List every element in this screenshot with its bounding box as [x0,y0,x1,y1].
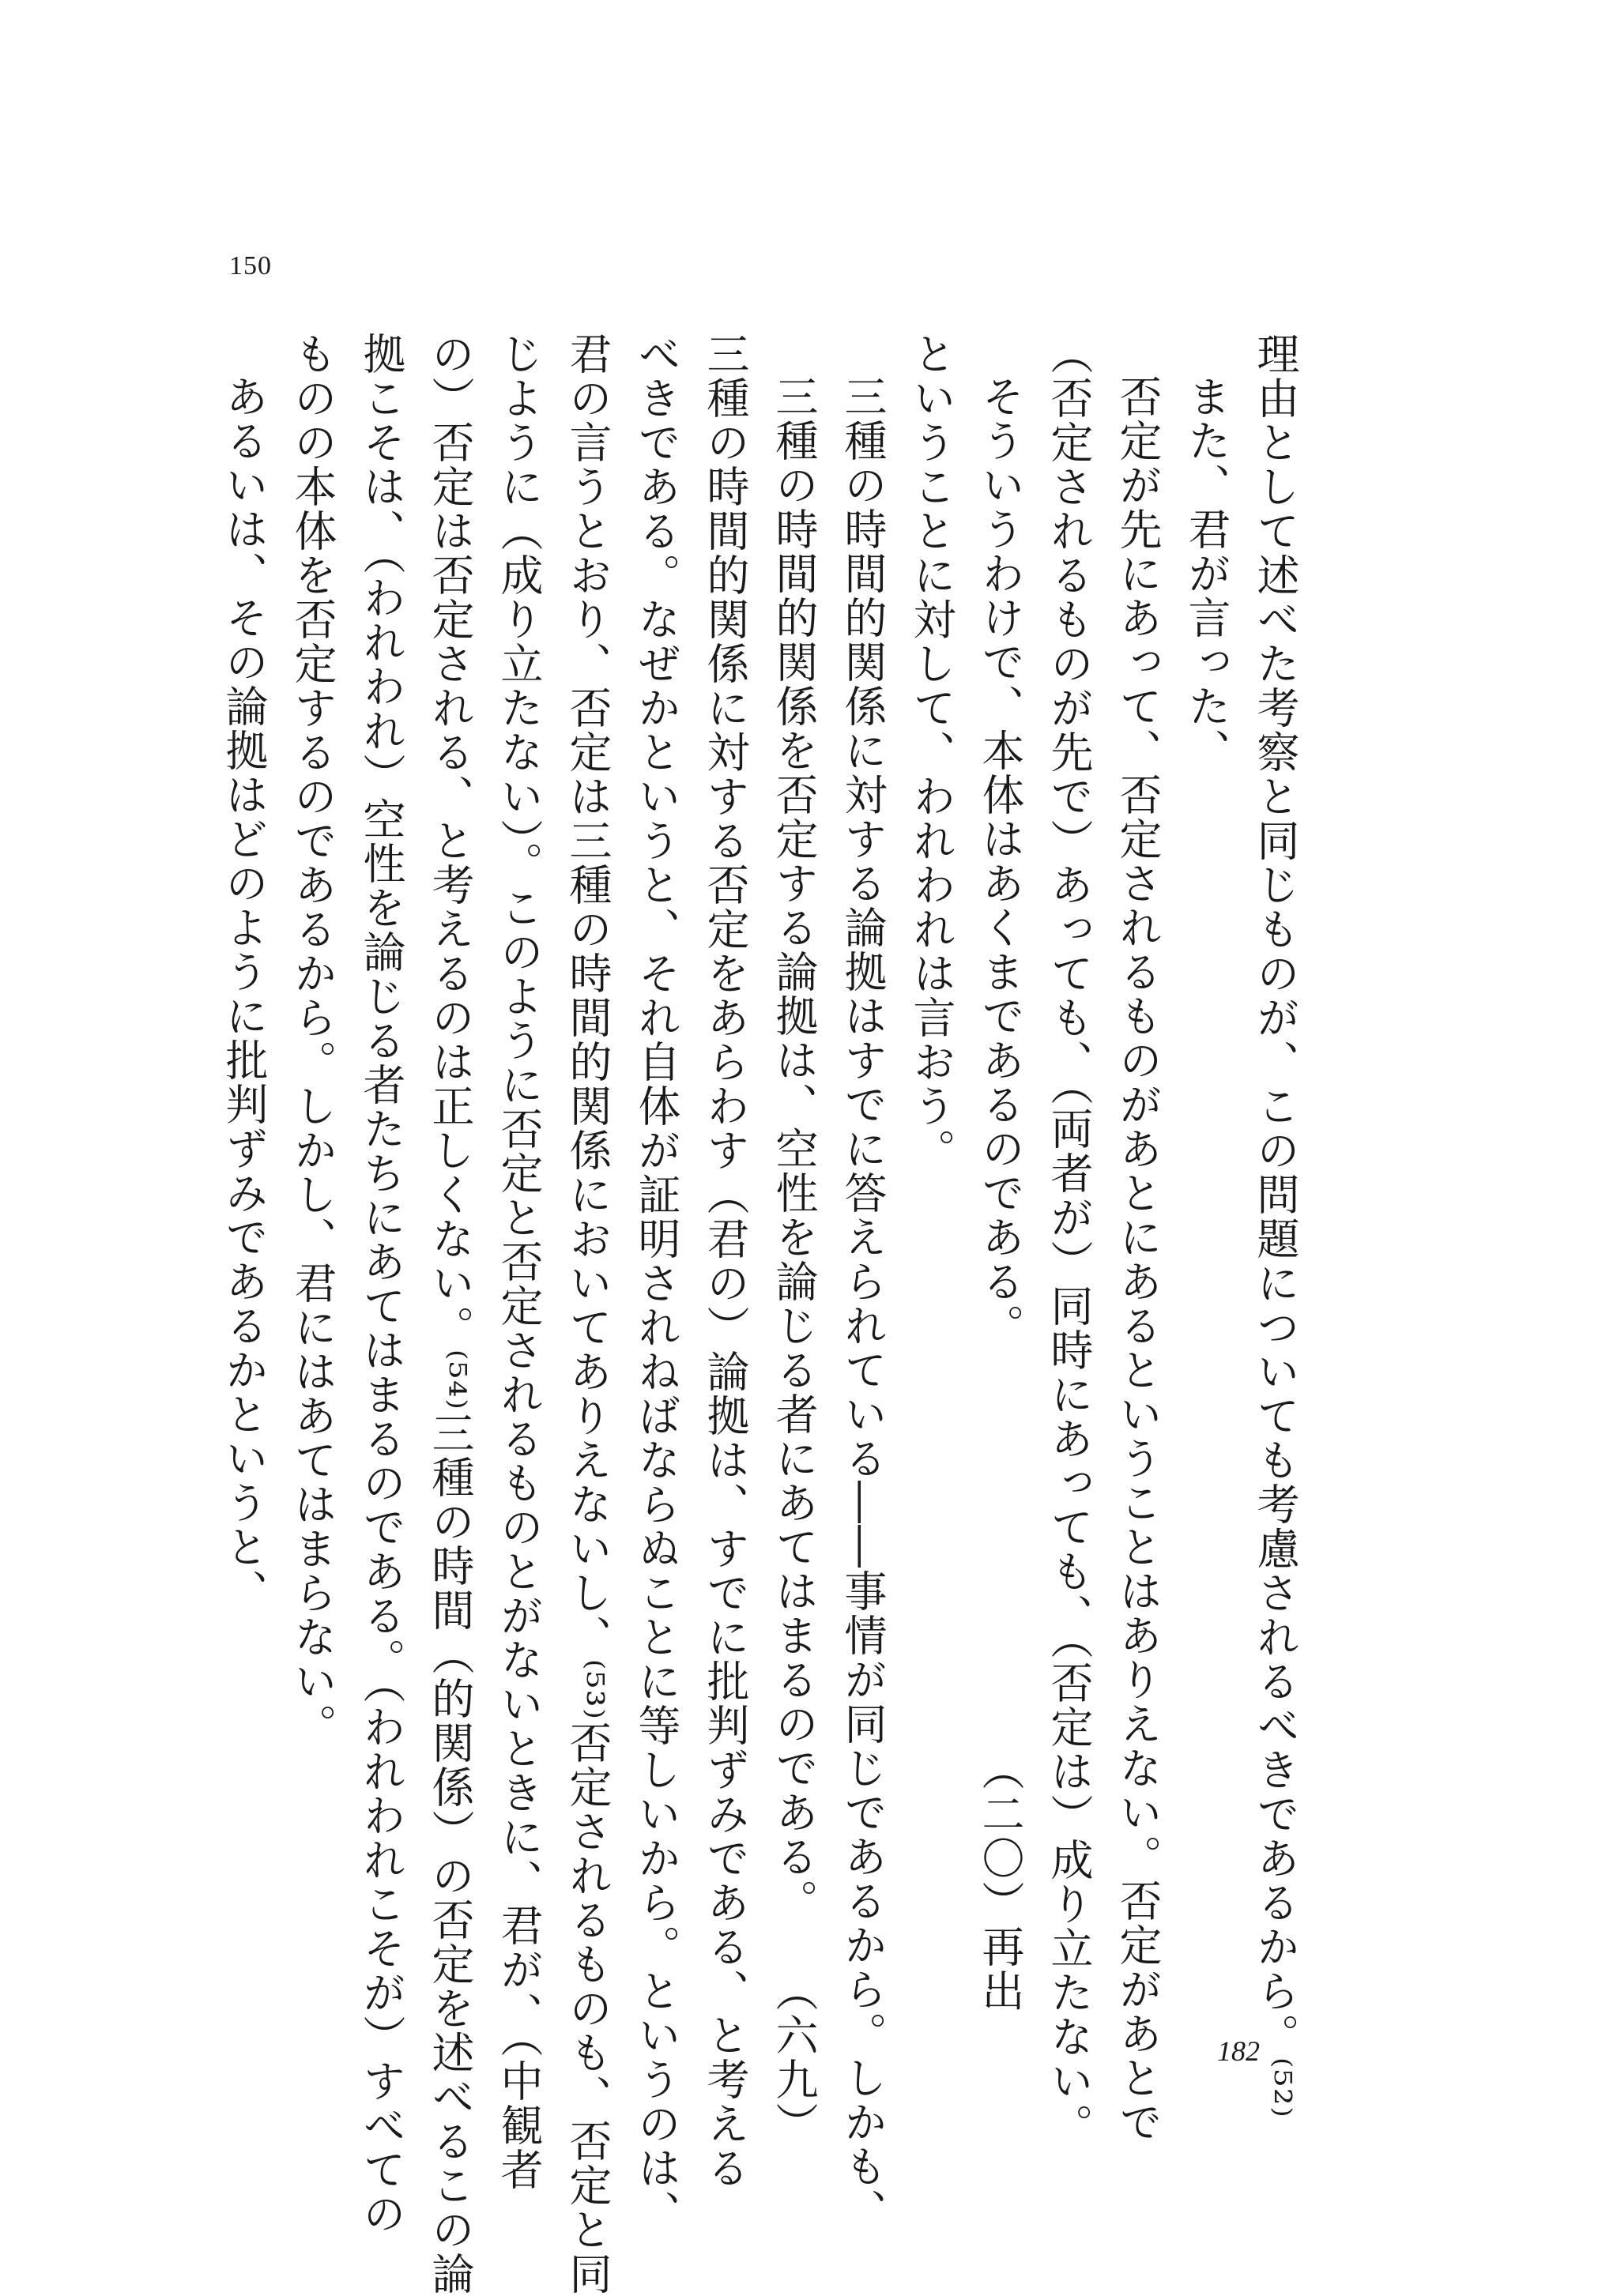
text-line: ということに対して、われわれは言おう。 [907,332,956,1172]
text-line: 三種の時間的関係を否定する論拠は、空性を論じる者にあてはまるのである。 （六九） [769,375,819,2146]
text-line: 否定が先にあって、否定されるものがあとにあるということはありえない。否定があとで [1113,375,1163,2144]
text-line: 理由として述べた考察と同じものが、この問題についても考慮されるべきであるから。⁽⁵²⁾ [1250,332,1300,2119]
text-line: そういうわけで、本体はあくまであるのである。 （二〇）再出 [975,375,1025,2013]
text-line: 拠こそは、（われわれ）空性を論じる者たちにあてはまるのである。（われわれこそが）すべての [356,332,406,2236]
text-line: 三種の時間的関係に対する論拠はすでに答えられている――事情が同じであるから。しかも、 [838,375,888,2233]
text-line: べきである。なぜかというと、それ自体が証明されねばならぬことに等しいから。というのは、 [631,332,681,2234]
text-line: また、君が言った、 [1182,375,1231,773]
text-line: ものの本体を否定するのであるから。しかし、君にはあてはまらない。 [288,332,337,1748]
text-line: （否定されるものが先で）あっても、（両者が）同時にあっても、（否定は）成り立たない。 [1044,332,1094,2147]
text-line: 君の言うとおり、否定は三種の時間的関係においてありえないし、⁽⁵³⁾否定されるものも、否定と同 [563,332,613,2296]
page-number-top: 150 [229,251,272,280]
page-number-bottom: 182 [1217,2035,1260,2067]
text-line: じように（成り立たない）。このように否定と否定されるものとがないときに、君が、（中観者 [494,332,544,2192]
text-line: あるいは、その論拠はどのように批判ずみであるかというと、 [219,375,269,1613]
text-line: 三種の時間的関係に対する否定をあらわす（君の）論拠は、すでに批判ずみである、と考える [700,332,750,2190]
text-line: の）否定は否定される、と考えるのは正しくない。⁽⁵⁴⁾三種の時間（的関係）の否定を述べるこの論 [425,332,475,2296]
